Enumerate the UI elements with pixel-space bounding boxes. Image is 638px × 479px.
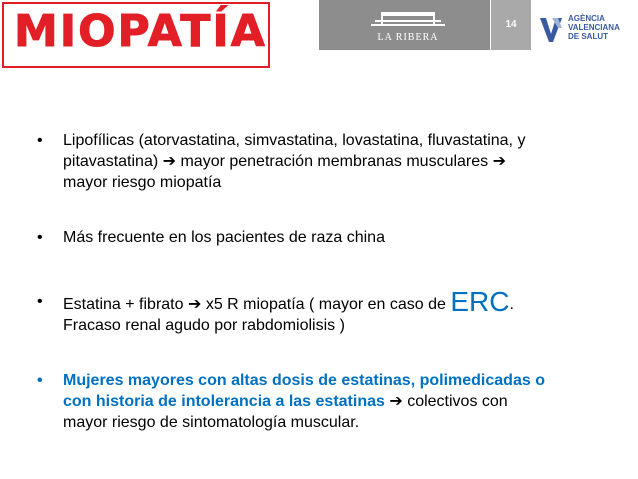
bullet-1-line-1: Lipofílicas (atorvastatina, simvastatina, lovastatina, fluvastatina, y [63,132,526,149]
bullet-marker: • [37,372,43,389]
bullet-2-line-1: Más frecuente en los pacientes de raza china [63,229,385,246]
bullet-text [63,286,603,336]
bullet-marker: • [37,293,43,310]
bullet-1-line-3: mayor riesgo miopatía [63,174,222,191]
agency-name [568,14,620,41]
bullet-4-line-2: con historia de intolerancia a las estatinas ➔ colectivos con [63,393,508,410]
bullet-text [63,130,603,193]
bullet-text [63,227,603,248]
bullet-marker: • [37,132,43,149]
hospital-logo-text: LA RIBERA [377,32,439,43]
arrow-icon: ➔ [389,393,403,410]
slide-number: 14 [505,19,517,30]
arrow-icon: ➔ [492,153,506,170]
bullet-3-line-2: Fracaso renal agudo por rabdomiolisis ) [63,317,345,334]
bullet-3-line-1: Estatina + fibrato ➔ x5 R miopatía ( mayor en caso de ERC. [63,286,514,317]
bullet-1-line-2: pitavastatina) ➔ mayor penetración membranas musculares ➔ [63,153,506,170]
agency-line-2: VALENCIANA [568,23,620,32]
agency-line-1: AGÈNCIA [568,14,605,23]
agency-line-3: DE SALUT [568,32,608,41]
bullet-marker: • [37,229,43,246]
bullet-4-line-3: mayor riesgo de sintomatología muscular. [63,414,360,431]
arrow-icon: ➔ [187,296,202,313]
page-title: MIOPATÍA [14,6,267,57]
bullet-4-line-1: Mujeres mayores con altas dosis de estatinas, polimedicadas o [63,372,545,389]
slide-number-box [491,0,531,50]
hospital-building-icon [319,0,490,50]
title-box [2,2,270,68]
arrow-icon: ➔ [162,153,177,170]
hospital-logo [319,0,490,50]
agency-emblem-icon [538,14,566,44]
bullet-text [63,370,603,433]
erc-highlight: ERC [450,286,510,317]
agency-logo [538,10,636,50]
